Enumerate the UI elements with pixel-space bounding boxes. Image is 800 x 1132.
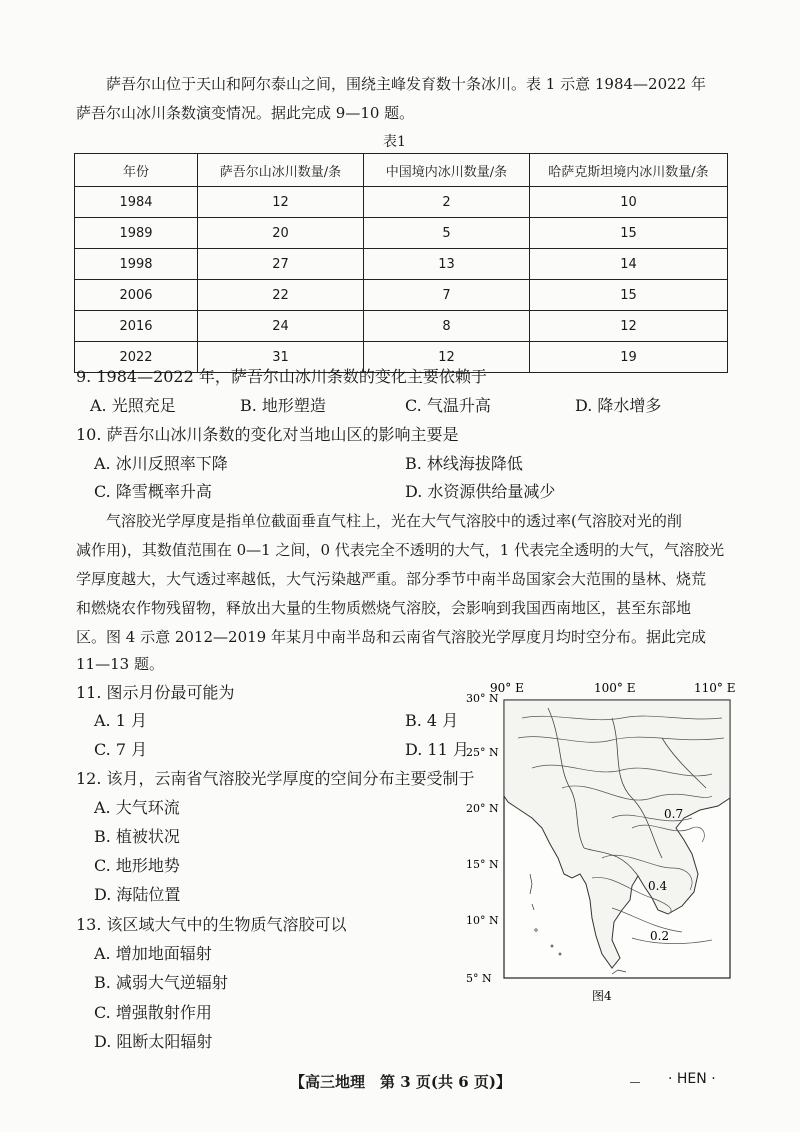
contour-label-02: 0.2 (650, 929, 670, 943)
cell-sawuer: 31 (198, 342, 364, 373)
q10-stem: 10. 萨吾尔山冰川条数的变化对当地山区的影响主要是 (76, 425, 459, 444)
intro2-line4: 和燃烧农作物残留物，释放出大量的生物质燃烧气溶胶，会影响到我国西南地区，甚至东部地 (76, 599, 692, 617)
header-kazakhstan: 哈萨克斯坦境内冰川数量/条 (530, 154, 728, 187)
cell-year: 2016 (75, 311, 198, 342)
q13-option-c[interactable]: C. 增强散射作用 (94, 1003, 212, 1022)
table-row (75, 187, 728, 218)
q12-option-d[interactable]: D. 海陆位置 (94, 885, 181, 904)
q13-option-d[interactable]: D. 阻断太阳辐射 (94, 1032, 213, 1051)
q12-option-c[interactable]: C. 地形地势 (94, 856, 180, 875)
intro1-line2: 萨吾尔山冰川条数演变情况。据此完成 9—10 题。 (76, 104, 415, 122)
intro1-line1: 萨吾尔山位于天山和阿尔泰山之间，围绕主峰发育数十条冰川。表 1 示意 1984—2022 年 (106, 75, 706, 93)
q11-stem: 11. 图示月份最可能为 (76, 683, 235, 702)
page-footer: 【高三地理 第 3 页(共 6 页)】 (290, 1073, 511, 1091)
intro2-line3: 学厚度越大，大气透过率越低，大气污染越严重。部分季节中南半岛国家会大范围的垦林、烧荒 (76, 570, 707, 588)
cell-kazakhstan: 10 (530, 187, 728, 218)
cell-sawuer: 22 (198, 280, 364, 311)
lat-label-5: 5° N (466, 972, 492, 985)
header-year: 年份 (75, 154, 198, 187)
footer-dash (630, 1082, 640, 1083)
header-sawuer: 萨吾尔山冰川数量/条 (198, 154, 364, 187)
q11-option-a[interactable]: A. 1 月 (94, 711, 147, 730)
cell-kazakhstan: 14 (530, 249, 728, 280)
lat-label-25: 25° N (466, 746, 499, 759)
cell-china: 7 (364, 280, 530, 311)
cell-china: 12 (364, 342, 530, 373)
cell-kazakhstan: 12 (530, 311, 728, 342)
table-caption: 表1 (383, 134, 406, 150)
table-header-row (75, 154, 728, 187)
q9-option-c[interactable]: C. 气温升高 (405, 396, 491, 415)
aerosol-map-figure (462, 678, 742, 1028)
q9-stem: 9. 1984—2022 年，萨吾尔山冰川条数的变化主要依赖于 (76, 367, 487, 386)
q10-option-b[interactable]: B. 林线海拔降低 (405, 454, 523, 473)
lat-label-20: 20° N (466, 802, 499, 815)
figure-caption: 图4 (592, 989, 612, 1003)
cell-sawuer: 24 (198, 311, 364, 342)
q13-stem: 13. 该区域大气中的生物质气溶胶可以 (76, 915, 347, 934)
exam-code: · HEN · (668, 1071, 716, 1087)
contour-label-04: 0.4 (648, 879, 668, 893)
q10-option-a[interactable]: A. 冰川反照率下降 (94, 454, 228, 473)
lon-label-90: 90° E (490, 681, 524, 695)
cell-sawuer: 20 (198, 218, 364, 249)
table-row (75, 249, 728, 280)
table-row (75, 311, 728, 342)
cell-kazakhstan: 19 (530, 342, 728, 373)
lon-label-100: 100° E (594, 681, 636, 695)
q13-option-a[interactable]: A. 增加地面辐射 (94, 944, 212, 963)
q11-option-d[interactable]: D. 11 月 (405, 740, 469, 759)
header-china: 中国境内冰川数量/条 (364, 154, 530, 187)
q9-option-b[interactable]: B. 地形塑造 (240, 396, 326, 415)
glacier-table (74, 153, 728, 373)
contour-label-07: 0.7 (664, 807, 684, 821)
cell-china: 5 (364, 218, 530, 249)
cell-china: 2 (364, 187, 530, 218)
lon-label-110: 110° E (694, 681, 736, 695)
lat-label-15: 15° N (466, 858, 499, 871)
lat-label-30: 30° N (466, 692, 499, 705)
cell-china: 13 (364, 249, 530, 280)
q9-option-d[interactable]: D. 降水增多 (575, 396, 662, 415)
intro2-line5: 区。图 4 示意 2012—2019 年某月中南半岛和云南省气溶胶光学厚度月均时空分布。据此完成 (76, 628, 706, 646)
intro-paragraph-1 (76, 70, 726, 99)
cell-year: 2022 (75, 342, 198, 373)
cell-year: 2006 (75, 280, 198, 311)
q13-option-b[interactable]: B. 减弱大气逆辐射 (94, 973, 228, 992)
cell-sawuer: 12 (198, 187, 364, 218)
intro2-line6: 11—13 题。 (76, 655, 164, 673)
q11-option-b[interactable]: B. 4 月 (405, 711, 459, 730)
intro2-line2: 减作用)，其数值范围在 0—1 之间，0 代表完全不透明的大气，1 代表完全透明的大气，气溶胶光 (76, 541, 725, 559)
cell-kazakhstan: 15 (530, 280, 728, 311)
q10-option-c[interactable]: C. 降雪概率升高 (94, 482, 212, 501)
cell-kazakhstan: 15 (530, 218, 728, 249)
q12-option-a[interactable]: A. 大气环流 (94, 798, 180, 817)
table-row (75, 280, 728, 311)
q12-stem: 12. 该月，云南省气溶胶光学厚度的空间分布主要受制于 (76, 769, 475, 788)
cell-china: 8 (364, 311, 530, 342)
cell-sawuer: 27 (198, 249, 364, 280)
cell-year: 1984 (75, 187, 198, 218)
intro2-line1: 气溶胶光学厚度是指单位截面垂直气柱上，光在大气气溶胶中的透过率(气溶胶对光的削 (106, 512, 682, 530)
cell-year: 1989 (75, 218, 198, 249)
table-row (75, 218, 728, 249)
cell-year: 1998 (75, 249, 198, 280)
q9-option-a[interactable]: A. 光照充足 (90, 396, 176, 415)
lat-label-10: 10° N (466, 914, 499, 927)
q12-option-b[interactable]: B. 植被状况 (94, 827, 180, 846)
q10-option-d[interactable]: D. 水资源供给量减少 (405, 482, 556, 501)
q11-option-c[interactable]: C. 7 月 (94, 740, 148, 759)
